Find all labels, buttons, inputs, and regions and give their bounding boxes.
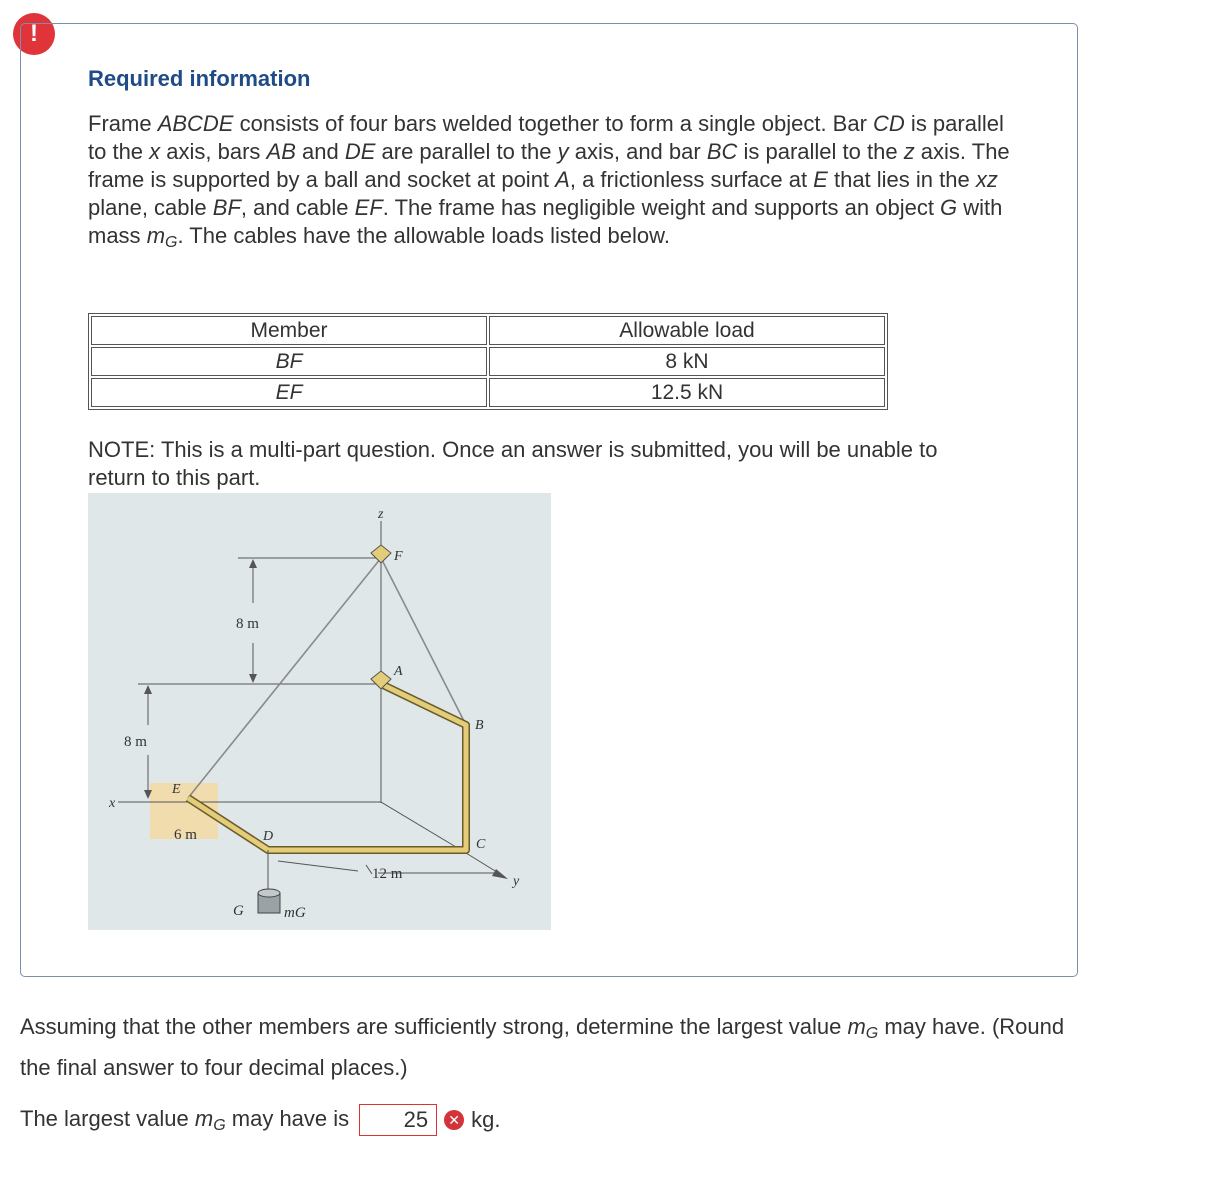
dim-12m-ext: [278, 861, 358, 871]
label-z: z: [378, 507, 384, 522]
frame-diagram: [88, 493, 551, 930]
dim-left-arrow-1: [144, 685, 152, 694]
label-b: B: [475, 718, 484, 733]
load-cell: 12.5 kN: [489, 378, 885, 407]
dim-top-arrow-2: [249, 674, 257, 683]
label-g: G: [233, 903, 244, 919]
dim-8m-left: 8 m: [124, 734, 147, 750]
column-header-member: Member: [91, 316, 487, 345]
cable-ef: [188, 558, 381, 798]
alert-icon: !: [13, 13, 55, 55]
allowable-load-table: [88, 313, 888, 410]
label-c: C: [476, 837, 486, 852]
problem-statement: Frame ABCDE consists of four bars welded together to form a single object. Bar CD is parallel to the x axis, bars AB and DE are parallel to the y axis, and bar BC is parallel to the z axis. The frame is supported by a ball and socket at point A, a frictionless surface at E that lies in the xz plane, cable BF, and cable EF. The frame has negligible weight and supports an object G with mass $m_G$. The cables have the allowable loads listed below.: [88, 111, 1010, 251]
label-d: D: [263, 829, 274, 844]
answer-row: [20, 1100, 501, 1140]
frame-figure: [88, 493, 551, 930]
cable-bf: [381, 558, 466, 725]
load-cell: 8 kN: [489, 347, 885, 376]
table-row: [91, 347, 885, 376]
table-header-row: [91, 316, 885, 345]
dim-8m-top: 8 m: [236, 616, 259, 632]
answer-input[interactable]: [359, 1104, 437, 1136]
dim-top-arrow-1: [249, 559, 257, 568]
incorrect-icon: ✕: [444, 1110, 464, 1130]
column-header-allowable-load: Allowable load: [489, 316, 885, 345]
mass-g-top: [258, 889, 280, 897]
question-text: Assuming that the other members are sufficiently strong, determine the largest value $m_G$ may have. (Round the final answer to four decimal places.): [20, 1014, 1065, 1080]
label-f: F: [394, 549, 403, 564]
answer-unit: kg.: [471, 1107, 501, 1132]
y-axis-line-ext: [466, 853, 500, 874]
dim-6m: 6 m: [174, 827, 197, 843]
label-y: y: [513, 874, 520, 889]
support-f: [371, 545, 391, 563]
label-e: E: [172, 782, 181, 797]
label-x: x: [109, 796, 116, 811]
answer-prompt: The largest value $m_G$ may have is: [20, 1105, 350, 1134]
member-cell: BF: [91, 347, 487, 376]
member-cell: EF: [91, 378, 487, 407]
label-mg: mG: [284, 905, 306, 921]
required-info-title: Required information: [88, 66, 311, 91]
multi-part-note: NOTE: This is a multi-part question. Once an answer is submitted, you will be unable to return to this part.: [88, 437, 938, 490]
table-row: [91, 378, 885, 407]
label-a: A: [394, 664, 403, 679]
y-axis-line: [381, 802, 466, 853]
dim-12m: 12 m: [372, 866, 403, 882]
